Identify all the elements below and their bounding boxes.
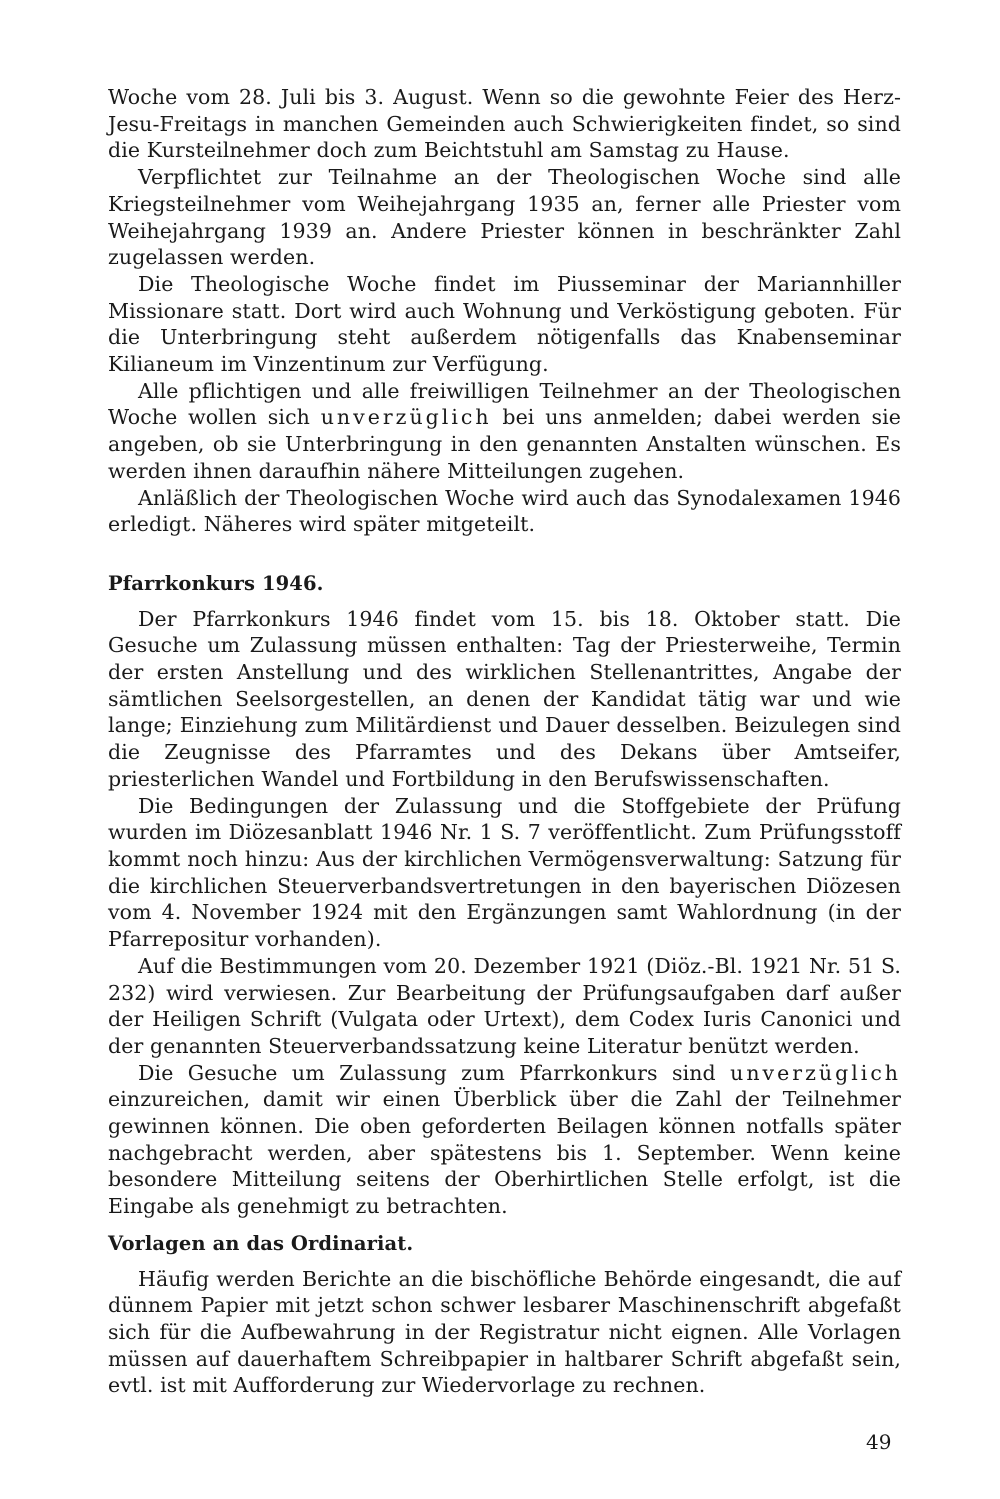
text-run: einzureichen, damit wir einen Überblick über die Zahl der Teilnehmer gewinnen können. Die oben geforderten Beilagen können notfalls später nachgebracht werden, aber spätestens bis 1. September. Wenn keine besondere Mitteilung seitens der Oberhirtlichen Stelle erfolgt, ist die Eingabe als genehmigt zu betrachten. — [108, 1087, 901, 1219]
section-heading: Vorlagen an das Ordinariat. — [108, 1231, 414, 1255]
text-run: Alle pflichtigen und alle freiwilligen Teilnehmer an der Theologischen Woche wollen sich — [108, 378, 901, 430]
emphasized-text: unverzüglich — [730, 1060, 901, 1085]
paragraph: Der Pfarrkonkurs 1946 findet vom 15. bis 18. Oktober statt. Die Gesuche um Zulassung müssen enthalten: Tag der Priesterweihe, Termin der ersten Anstellung und des wirklichen Stellenantrittes, Angabe der sämtlichen Seelsorgestellen, an denen der Kandidat tätig war und wie lange; Einziehung zum Militärdienst und Dauer desselben. Beizulegen sind die Zeugnisse des Pfarramtes und des Dekans über Amtseifer, priesterlichen Wandel und Fortbildung in den Berufswissenschaften. — [108, 606, 901, 791]
paragraph: Die Bedingungen der Zulassung und die Stoffgebiete der Prüfung wurden im Diözesanblatt 1946 Nr. 1 S. 7 veröffentlicht. Zum Prüfungsstoff kommt noch hinzu: Aus der kirchlichen Vermögensverwaltung: Satzung für die kirchlichen Steuerverbandsvertretungen in den bayerischen Diözesen vom 4. November 1924 mit den Ergänzungen samt Wahlordnung (in der Pfarrepositur vorhanden). — [108, 793, 901, 952]
body-text — [108, 84, 901, 1399]
paragraph: Woche vom 28. Juli bis 3. August. Wenn so die gewohnte Feier des Herz-Jesu-Freitags in manchen Gemeinden auch Schwierigkeiten findet, so sind die Kursteilnehmer doch zum Beichtstuhl am Samstag zu Hause. — [108, 85, 901, 163]
paragraph — [108, 378, 901, 485]
paragraph — [108, 1060, 901, 1220]
text-run: Die Gesuche um Zulassung zum Pfarrkonkurs sind — [138, 1060, 716, 1085]
emphasized-text: unverzüglich — [320, 405, 492, 430]
paragraph: Verpflichtet zur Teilnahme an der Theologischen Woche sind alle Kriegsteilnehmer vom Weihejahrgang 1935 an, ferner alle Priester vom Weihejahrgang 1939 an. Andere Priester können in beschränkter Zahl zugelassen werden. — [108, 165, 901, 270]
paragraph: Auf die Bestimmungen vom 20. Dezember 1921 (Diöz.-Bl. 1921 Nr. 51 S. 232) wird verwiesen. Zur Bearbeitung der Prüfungsaufgaben darf außer der Heiligen Schrift (Vulgata oder Urtext), dem Codex Iuris Canonici und der genannten Steuerverbandssatzung keine Literatur benützt werden. — [108, 953, 901, 1058]
page-number: 49 — [866, 1430, 892, 1454]
paragraph: Häufig werden Berichte an die bischöfliche Behörde eingesandt, die auf dünnem Papier mit jetzt schon schwer lesbarer Maschinenschrift abgefaßt sich für die Aufbewahrung in der Registratur nicht eignen. Alle Vorlagen müssen auf dauerhaftem Schreibpapier in haltbarer Schrift abgefaßt sein, evtl. ist mit Aufforderung zur Wiedervorlage zu rechnen. — [108, 1266, 901, 1398]
section-heading: Pfarrkonkurs 1946. — [108, 571, 324, 595]
paragraph: Die Theologische Woche findet im Piusseminar der Mariannhiller Missionare statt. Dort wird auch Wohnung und Verköstigung geboten. Für die Unterbringung steht außerdem nötigenfalls das Knabenseminar Kilianeum im Vinzentinum zur Verfügung. — [108, 271, 901, 377]
paragraph: Anläßlich der Theologischen Woche wird auch das Synodalexamen 1946 erledigt. Näheres wird später mitgeteilt. — [108, 485, 901, 537]
text-run: bei uns anmelden; dabei werden sie angeben, ob sie Unterbringung in den genannten Anstalten wünschen. Es werden ihnen daraufhin nähere Mitteilungen zugehen. — [108, 405, 901, 483]
